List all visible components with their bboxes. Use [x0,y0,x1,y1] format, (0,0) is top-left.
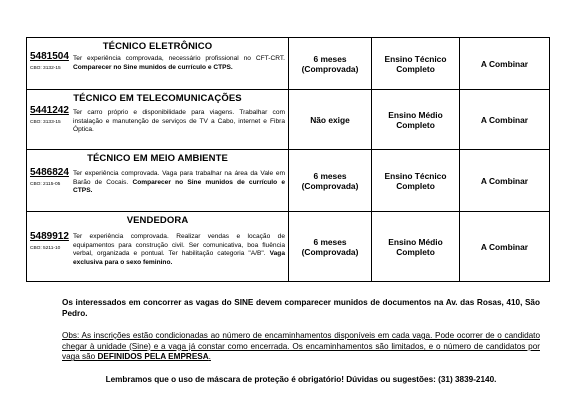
salary-cell: A Combinar [460,38,550,90]
observation-end: . [208,352,211,362]
job-description-cell [27,150,289,212]
cbo-code: CBO: 2115-05 [30,182,61,187]
job-description-text: Ter carro próprio e disponibilidade para viagens. Trabalhar com instalação e manutenção de serviços de TV a Cabo, internet e Fibra Óptica. [73,109,285,134]
job-description-text: Ter experiência comprovada, necessário profissional no CFT-CRT. [73,55,285,62]
job-code-block [30,167,74,188]
job-title: TÉCNICO EM MEIO AMBIENTE [87,153,228,164]
reminder-paragraph: Lembramos que o uso de máscara de proteção é obrigatório! Dúvidas ou sugestões: (31) 3839-2140. [105,375,497,384]
experience-cell: Não exige [289,90,372,150]
observation-emphasis: DEFINIDOS PELA EMPRESA [97,352,209,362]
table-row [27,90,550,150]
interest-paragraph: Os interessados em concorrer as vagas do SINE devem comparecer munidos de documentos na Av. das Rosas, 410, São Pedro. [62,298,540,318]
experience-cell: 6 meses (Comprovada) [289,212,372,282]
education-cell: Ensino Técnico Completo [372,150,460,212]
salary-cell: A Combinar [460,150,550,212]
job-code: 5486824 [30,167,69,178]
job-description-bold: Comparecer no Sine munidos de currículo e CTPS. [73,178,285,195]
cbo-code: CBO: 3132-15 [30,66,61,71]
job-table [26,37,550,282]
job-code: 5489912 [30,231,69,242]
job-description [73,170,285,196]
education-cell: Ensino Médio Completo [372,212,460,282]
job-title: VENDEDORA [126,215,189,226]
job-code: 5441242 [30,105,69,116]
job-description [73,55,285,72]
salary-cell: A Combinar [460,90,550,150]
job-description [73,233,285,267]
cbo-code: CBO: 5211-10 [30,246,61,251]
observation-text: Obs: As inscrições estão condicionadas ao número de encaminhamentos disponíveis em cada vaga. Pode ocorrer de o candidato chegar à unidade (Sine) e a vaga já constar como encerrada. Os encaminhamentos são limitados, e o número de candidatos por vaga são [62,331,540,362]
table-row [27,38,550,90]
job-description-cell [27,212,289,282]
cbo-code: CBO: 3133-15 [30,120,61,125]
table-row [27,150,550,212]
job-code-block [30,105,74,126]
job-code-block [30,231,74,252]
experience-cell: 6 meses (Comprovada) [289,150,372,212]
job-title: TÉCNICO ELETRÔNICO [102,41,213,52]
job-title: TÉCNICO EM TELECOMUNICAÇÕES [73,93,242,104]
job-description-bold: Comparecer no Sine munidos de currículo e CTPS. [73,63,233,71]
job-description-text: Ter experiência comprovada. Realizar vendas e locação de equipamentos para construção civil. Ser comunicativa, boa fluência verbal, organizada e pontual. Ter habilitação categoria "A/B". [73,233,285,258]
job-code-block [30,51,74,72]
job-description-cell [27,38,289,90]
job-code: 5481504 [30,51,69,62]
job-description [73,109,285,135]
observation-paragraph [62,331,540,363]
education-cell: Ensino Médio Completo [372,90,460,150]
job-description-cell [27,90,289,150]
education-cell: Ensino Técnico Completo [372,38,460,90]
table-row [27,212,550,282]
salary-cell: A Combinar [460,212,550,282]
experience-cell: 6 meses (Comprovada) [289,38,372,90]
job-description-bold: Vaga exclusiva para o sexo feminino. [73,250,285,266]
job-description-text: Ter experiência comprovada. Vaga para trabalhar na área da Vale em Barão de Cocais. [73,170,285,186]
